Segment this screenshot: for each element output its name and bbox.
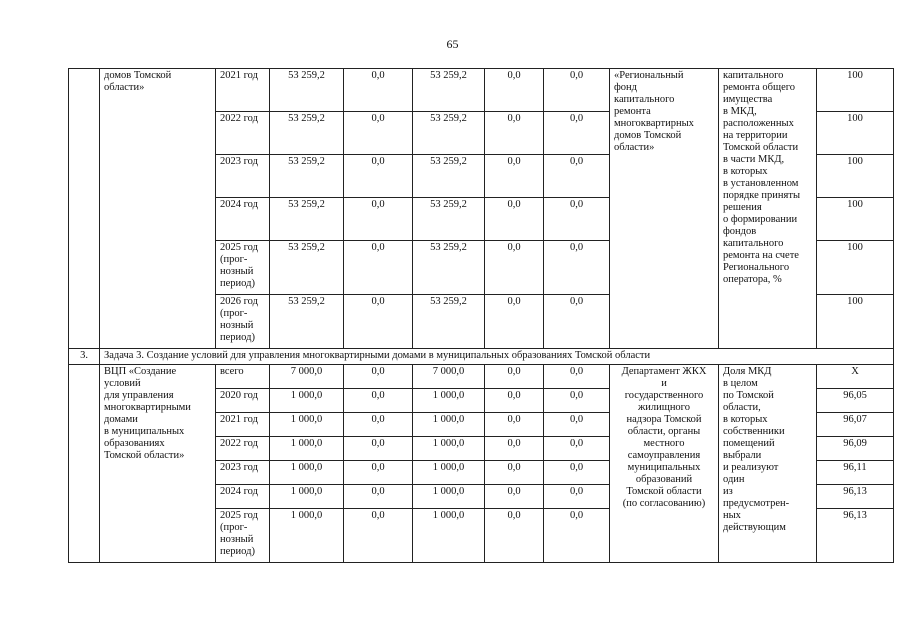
total-cell: 1 000,0: [270, 509, 344, 563]
page-number: 65: [446, 37, 459, 51]
regional-cell: 1 000,0: [413, 509, 485, 563]
total-cell: 53 259,2: [270, 155, 344, 198]
year-cell: 2023 год: [216, 155, 270, 198]
program-name-cell: домов Томской области»: [100, 69, 216, 349]
other-cell: 0,0: [544, 112, 610, 155]
federal-cell: 0,0: [344, 413, 413, 437]
federal-cell: 0,0: [344, 155, 413, 198]
total-cell: 53 259,2: [270, 241, 344, 295]
year-cell: 2023 год: [216, 461, 270, 485]
indicator-value-cell: 96,11: [817, 461, 894, 485]
table-row: [69, 69, 894, 112]
year-cell: 2025 год (прог- нозный период): [216, 509, 270, 563]
indicator-value-cell: 96,13: [817, 509, 894, 563]
year-cell: 2021 год: [216, 69, 270, 112]
executor-cell: Департамент ЖКХ и государственного жилищного надзора Томской области, органы местного самоуправления муниципальных образований Томской области (по согласованию): [610, 365, 719, 563]
total-cell: 1 000,0: [270, 461, 344, 485]
total-cell: 53 259,2: [270, 69, 344, 112]
local-cell: 0,0: [485, 241, 544, 295]
number-cell-empty: [69, 69, 100, 349]
local-cell: 0,0: [485, 485, 544, 509]
local-cell: 0,0: [485, 112, 544, 155]
federal-cell: 0,0: [344, 437, 413, 461]
total-cell: 53 259,2: [270, 112, 344, 155]
year-cell: 2024 год: [216, 485, 270, 509]
other-cell: 0,0: [544, 365, 610, 389]
year-cell: 2021 год: [216, 413, 270, 437]
other-cell: 0,0: [544, 509, 610, 563]
local-cell: 0,0: [485, 509, 544, 563]
total-cell: 1 000,0: [270, 389, 344, 413]
year-cell: 2024 год: [216, 198, 270, 241]
total-cell: 7 000,0: [270, 365, 344, 389]
other-cell: 0,0: [544, 461, 610, 485]
local-cell: 0,0: [485, 69, 544, 112]
other-cell: 0,0: [544, 295, 610, 349]
number-cell-empty: [69, 365, 100, 563]
indicator-value-cell: 100: [817, 241, 894, 295]
year-cell: 2025 год (прог- нозный период): [216, 241, 270, 295]
federal-cell: 0,0: [344, 485, 413, 509]
regional-cell: 53 259,2: [413, 112, 485, 155]
other-cell: 0,0: [544, 485, 610, 509]
table-row: [69, 365, 894, 389]
federal-cell: 0,0: [344, 389, 413, 413]
local-cell: 0,0: [485, 295, 544, 349]
other-cell: 0,0: [544, 198, 610, 241]
local-cell: 0,0: [485, 413, 544, 437]
regional-cell: 53 259,2: [413, 155, 485, 198]
other-cell: 0,0: [544, 155, 610, 198]
total-cell: 1 000,0: [270, 485, 344, 509]
local-cell: 0,0: [485, 461, 544, 485]
local-cell: 0,0: [485, 437, 544, 461]
indicator-value-cell: 100: [817, 198, 894, 241]
indicator-cell: Доля МКД в целом по Томской области, в которых собственники помещений выбрали и реализуют один из предусмотрен- ных действующим: [719, 365, 817, 563]
task-row: [69, 349, 894, 365]
local-cell: 0,0: [485, 155, 544, 198]
year-cell: 2020 год: [216, 389, 270, 413]
regional-cell: 1 000,0: [413, 485, 485, 509]
regional-cell: 1 000,0: [413, 413, 485, 437]
other-cell: 0,0: [544, 241, 610, 295]
federal-cell: 0,0: [344, 295, 413, 349]
task-number: 3.: [69, 349, 100, 365]
regional-cell: 7 000,0: [413, 365, 485, 389]
other-cell: 0,0: [544, 437, 610, 461]
total-cell: 1 000,0: [270, 413, 344, 437]
indicator-value-cell: 96,07: [817, 413, 894, 437]
other-cell: 0,0: [544, 413, 610, 437]
executor-cell: «Региональный фонд капитального ремонта многоквартирных домов Томской области»: [610, 69, 719, 349]
indicator-value-cell: 96,05: [817, 389, 894, 413]
indicator-cell: капитального ремонта общего имущества в МКД, расположенных на территории Томской области в части МКД, в которых в установленном порядке приняты решения о формировании фондов капитального ремонта на счете Регионального оператора, %: [719, 69, 817, 349]
local-cell: 0,0: [485, 389, 544, 413]
federal-cell: 0,0: [344, 69, 413, 112]
year-cell: 2026 год (прог- нозный период): [216, 295, 270, 349]
regional-cell: 53 259,2: [413, 69, 485, 112]
indicator-value-cell: 96,13: [817, 485, 894, 509]
other-cell: 0,0: [544, 69, 610, 112]
regional-cell: 1 000,0: [413, 461, 485, 485]
federal-cell: 0,0: [344, 241, 413, 295]
total-cell: 53 259,2: [270, 198, 344, 241]
indicator-value-cell: 100: [817, 112, 894, 155]
local-cell: 0,0: [485, 198, 544, 241]
indicator-value-cell: X: [817, 365, 894, 389]
indicator-value-cell: 96,09: [817, 437, 894, 461]
federal-cell: 0,0: [344, 461, 413, 485]
regional-cell: 1 000,0: [413, 389, 485, 413]
federal-cell: 0,0: [344, 509, 413, 563]
federal-cell: 0,0: [344, 198, 413, 241]
year-cell: 2022 год: [216, 437, 270, 461]
year-cell: 2022 год: [216, 112, 270, 155]
total-cell: 1 000,0: [270, 437, 344, 461]
indicator-value-cell: 100: [817, 69, 894, 112]
regional-cell: 53 259,2: [413, 198, 485, 241]
program-name-cell: ВЦП «Создание условий для управления многоквартирными домами в муниципальных образованиях Томской области»: [100, 365, 216, 563]
federal-cell: 0,0: [344, 112, 413, 155]
other-cell: 0,0: [544, 389, 610, 413]
regional-cell: 53 259,2: [413, 241, 485, 295]
task-title: Задача 3. Создание условий для управления многоквартирными домами в муниципальных образованиях Томской области: [100, 349, 894, 365]
local-cell: 0,0: [485, 365, 544, 389]
budget-table: [68, 68, 894, 563]
indicator-value-cell: 100: [817, 155, 894, 198]
regional-cell: 1 000,0: [413, 437, 485, 461]
regional-cell: 53 259,2: [413, 295, 485, 349]
year-cell: всего: [216, 365, 270, 389]
indicator-value-cell: 100: [817, 295, 894, 349]
federal-cell: 0,0: [344, 365, 413, 389]
total-cell: 53 259,2: [270, 295, 344, 349]
